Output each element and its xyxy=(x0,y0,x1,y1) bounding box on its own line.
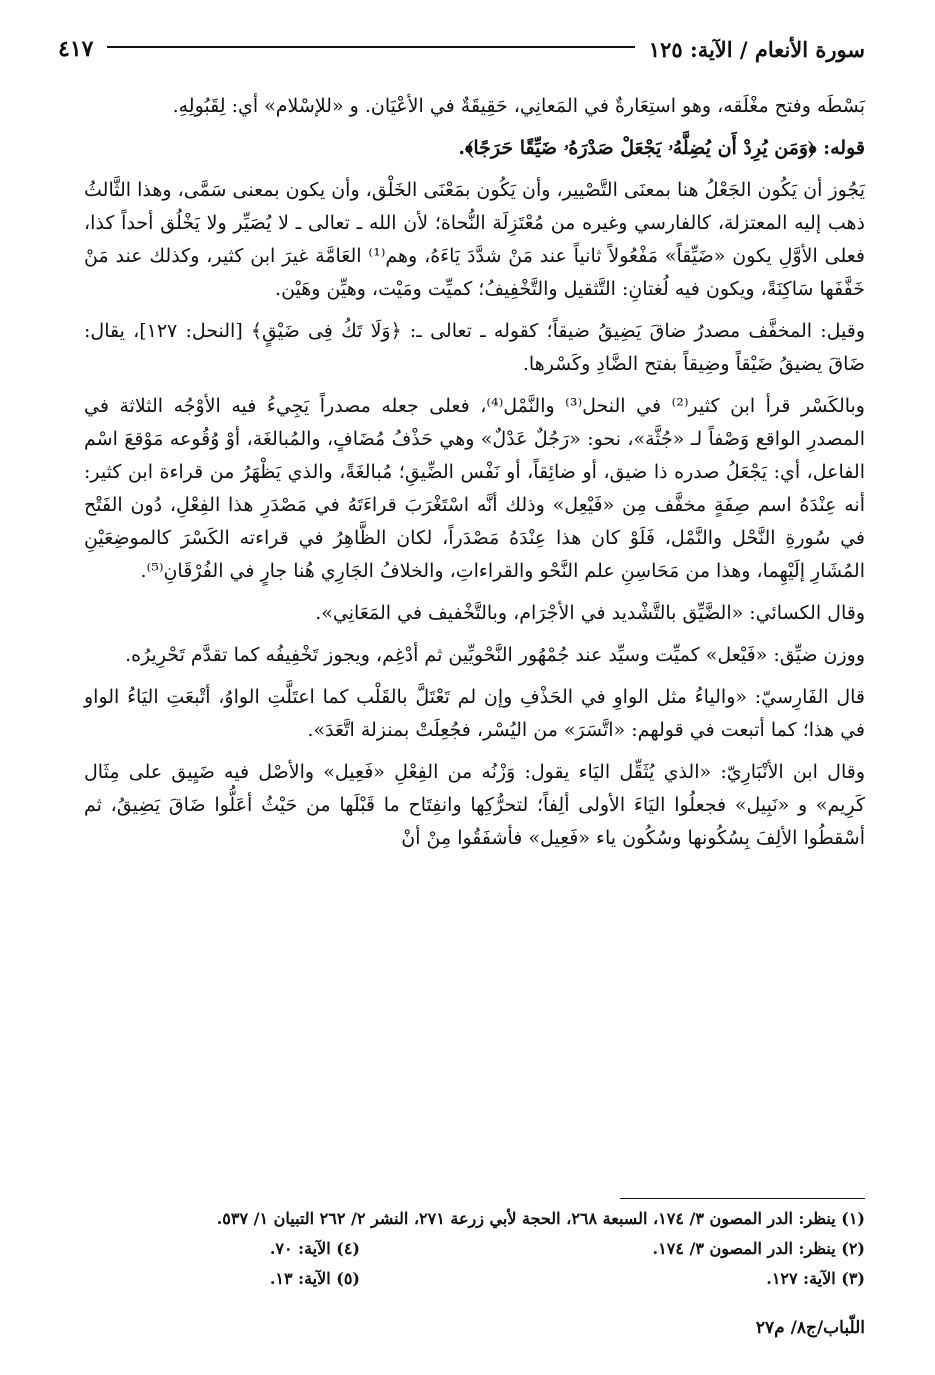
main-text xyxy=(84,90,865,864)
footnote-1: (١) ينظر: الدر المصون ٣/ ١٧٤، السبعة ٢٦٨، الحجة لأبي زرعة ٢٧١، النشر ٢/ ٢٦٢ التبيان ١/ ٥٣٧. xyxy=(216,1209,865,1228)
header-rule xyxy=(107,46,634,48)
paragraph: وقال ابن الأنْبَارِيّ: «الذي يُثَقِّل اليَاء يقول: وَزْنُه من الفِعْلِ «فَعِيل» والأصْل فيه ضَيِيق على مِثَال كَرِيم» و «نَبِيل» فجعلُوا اليَاءَ الأولى ألِفاً؛ لتحرُّكِها وانفِتَاح ما قَبْلَها من حَيْثُ أعَلُّوا ضَاقَ يَضِيقُ، ثم أسْقطُوا الألِفَ بِسُكُونها وسُكُون ياء «فَعِيل» فأشفَقُوا مِنْ أنْ xyxy=(84,761,865,849)
footnote-5: (٥) الآية: ١٣. xyxy=(269,1269,360,1288)
surah-verse-title: سورة الأنعام / الآية: ١٢٥ xyxy=(648,36,865,62)
paragraph: وقيل: المخفَّف مصدرُ ضاقَ يَضِيقُ ضيقاً؛ كقوله ـ تعالى ـ: ﴿وَلَا تَكُ فِى ضَيْقٍ﴾ [النحل: ١٢٧]، يقال: ضَاقَ يضيقُ ضَيْقاً وضِيقاً بفتح الضَّادِ وكَسْرها. xyxy=(84,320,865,375)
footnote-3: (٣) الآية: ١٢٧. xyxy=(766,1269,865,1288)
paragraph: يَجُوز أن يَكُون الجَعْلُ هنا بمعنَى التَّصْيير، وأن يَكُون بمَعْنَى الخَلْق، وأن يكون بمعنى سَمَّى، وهذا الثَّالثُ ذهب إليه المعتزلة، كالفارسي وغيره من مُعْتَزِلَة النُّحاة؛ لأن الله ـ تعالى ـ لا يُصَيِّر ولا يَخْلُق أحداً كذا، فعلى الأوَّلِ يكون «ضَيِّقاً» مَفْعُولاً ثانياً عند مَنْ شدَّدَ يَاءَهُ، وهم⁽¹⁾ العَامَّة غيرَ ابن كثير، وكذلك عند مَنْ خَفَّفَها سَاكِنَةً، ويكون فيه لُغتانِ: التَّثقيل والتَّخْفِيفُ؛ كميِّت ومَيْت، وهيِّن وهَيْن. xyxy=(84,179,865,300)
footnote-4: (٤) الآية: ٧٠. xyxy=(269,1239,360,1258)
page-header xyxy=(58,32,865,66)
paragraph: قال الفَارِسيّ: «والياءُ مثل الواوِ في الحَذْفِ وإن لم تَعْتَلَّ بالقَلْب كما اعتَلَّتِ الواوُ، أتْبعَتِ اليَاءُ الواو في هذا؛ كما أتبعت في قولهم: «اتَّسَرَ» من اليُسْر، فجُعِلَتْ بمنزلة اتَّعَدَ». xyxy=(84,686,865,741)
paragraph: وبالكَسْر قرأ ابن كثير⁽²⁾ في النحل⁽³⁾ والنَّمْل⁽⁴⁾، فعلى جعله مصدراً يَجِيءُ فيه الأوْجُه الثلاثة في المصدرِ الواقع وَصْفاً لـ «جُثَّة»، نحو: «رَجُلٌ عَدْلٌ» وهي حَذْفُ مُضَافٍ، والمُبالغَة، أوْ وُقُوعه مَوْقعَ اسْم الفاعل، أي: يَجْعَلُ صدره ذا ضيق، أو ضائِقاً، أو نَفْس الضِّيقِ؛ مُبالغَةً، والذي يَظْهَرُ من قراءة ابن كثير: أنه عِنْدَهُ اسم صِفَةٍ مخفَّف مِن «فَيْعِل» وذلك أنَّه اسْتَغْرَبَ قراءَتَهُ في مَصْدَرِ هذا الفِعْلِ، دُون الفَتْح في سُورةِ النَّحْل والنَّمْل، فَلَوْ كان هذا عِنْدَهُ مَصْدَراً، لكان الظَّاهِرُ في قراءته الكَسْرَ كالموضِعَيْنِ المُشَارِ إلَيْهِما، وهذا من مَحَاسِنِ علم النَّحْو والقراءاتِ، والخلافُ الجَارِي هُنا جارٍ في الفُرْقَانِ⁽⁵⁾. xyxy=(84,395,865,582)
footnote-row xyxy=(100,1234,865,1264)
volume-signature: اللّباب/ج٨/ م٢٧ xyxy=(755,1318,865,1338)
paragraph: وقال الكسائي: «الضَّيِّق بالتَّشْديد في الأجْرَام، وبالتَّخْفيف في المَعَانِي». xyxy=(315,602,865,624)
paragraph: ووزن ضيِّق: «فَيْعل» كميِّت وسيِّد عند جُمْهُور النَّحْويِّين ثم أدْغِم، ويجوز تَخْفِيفُه كما تقدَّم تَحْرِيرُه. xyxy=(125,644,865,666)
footnote-row xyxy=(100,1264,865,1294)
footnote-2: (٢) ينظر: الدر المصون ٣/ ١٧٤. xyxy=(652,1239,865,1258)
paragraph: بَسْطَه وفتح مغْلَقه، وهو استِعَارةٌ في المَعانِي، حَقِيقَةٌ في الأعْيَان. و «للإسْلام» أي: لِقَبُولِهِ. xyxy=(172,95,865,117)
footnotes xyxy=(100,1204,865,1294)
quran-verse-quote: قوله: ﴿وَمَن يُرِدْ أَن يُضِلَّهُۥ يَجْعَلْ صَدْرَهُۥ ضَيِّقًا حَرَجًا﴾. xyxy=(458,137,865,159)
page-number: ٤١٧ xyxy=(58,36,94,62)
footnote-separator xyxy=(620,1198,865,1199)
